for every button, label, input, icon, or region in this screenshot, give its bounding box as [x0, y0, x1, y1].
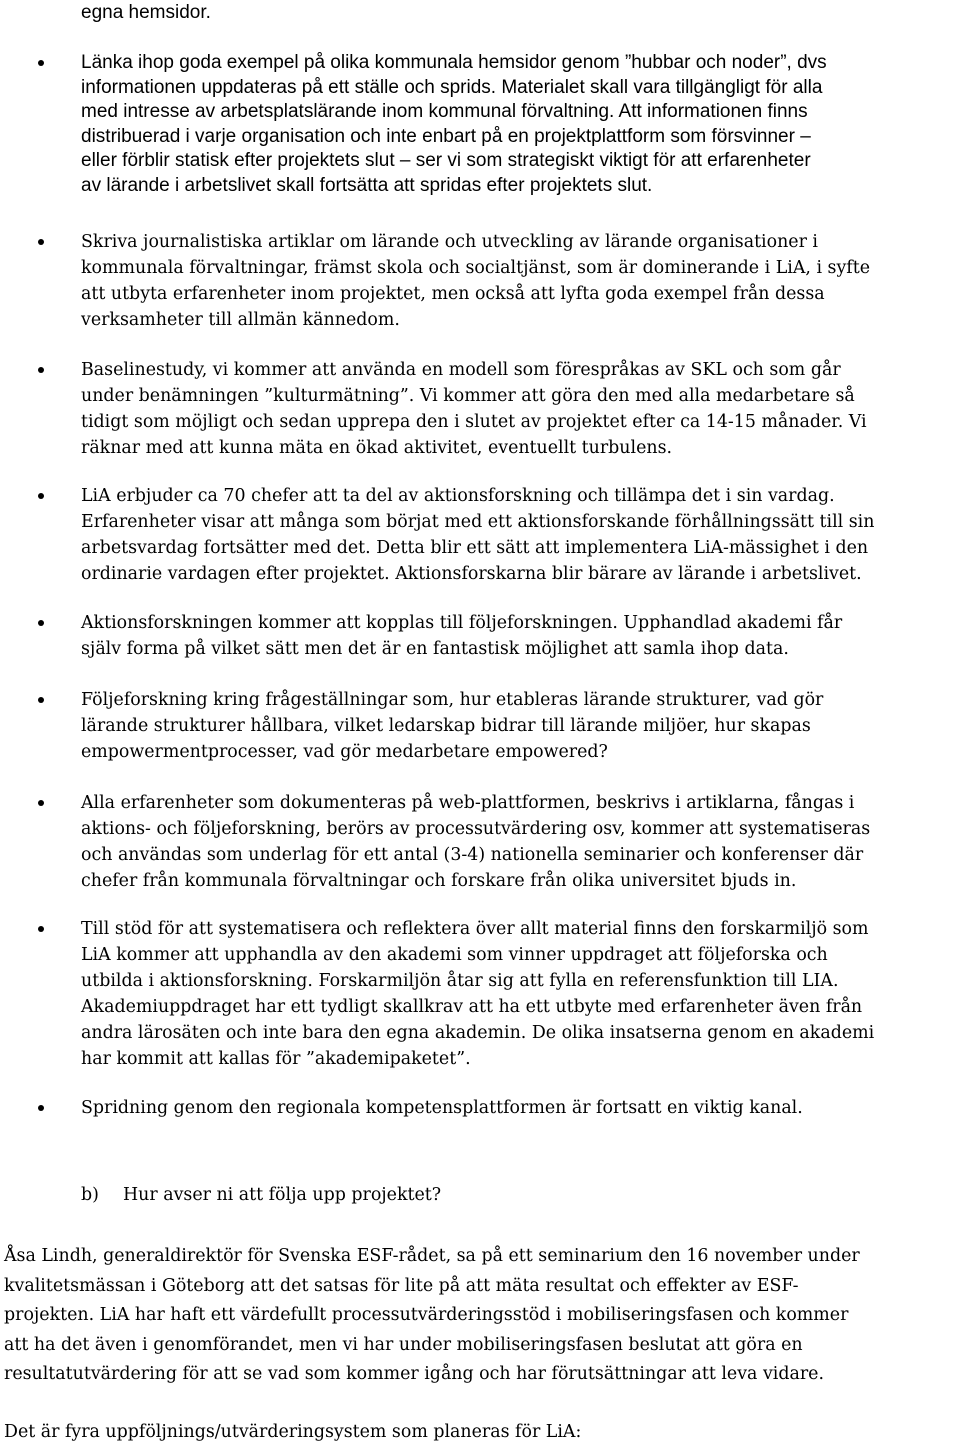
bullet-dot-icon — [38, 493, 44, 499]
text-line: Till stöd för att systematisera och reflektera över allt material finns den forskarmiljö som — [81, 919, 869, 939]
text-line: utbilda i aktionsforskning. Forskarmiljön åtar sig att fylla en referensfunktion till LIA. — [81, 971, 839, 991]
section-subheading — [81, 1182, 441, 1208]
text-line: att utbyta erfarenheter inom projektet, men också att lyfta goda exempel från dessa — [81, 284, 825, 304]
bullet-text — [81, 229, 960, 333]
text-line: kvalitetsmässan i Göteborg att det satsas för lite på att mäta resultat och effekter av ESF- — [4, 1275, 799, 1296]
bullet-text — [81, 1095, 960, 1121]
bullet-dot-icon — [38, 1105, 44, 1111]
bullet-dot-icon — [38, 697, 44, 703]
bullet-text — [81, 610, 960, 662]
text-line: Skriva journalistiska artiklar om lärande och utveckling av lärande organisationer i — [81, 232, 818, 252]
text-line: Aktionsforskningen kommer att kopplas till följeforskningen. Upphandlad akademi får — [81, 613, 843, 633]
text-line: arbetsvardag fortsätter med det. Detta blir ett sätt att implementera LiA-mässighet i den — [81, 538, 869, 558]
text-line: Akademiuppdraget har ett tydligt skallkrav att ha ett utbyte med erfarenheter även från — [81, 997, 863, 1017]
bullet-dot-icon — [38, 60, 44, 66]
text-line: har kommit att kallas för ”akademipaketet”. — [81, 1049, 471, 1069]
bullet-dot-icon — [38, 367, 44, 373]
text-line: resultatutvärdering för att se vad som kommer igång och har förutsättningar att leva vidare. — [4, 1364, 824, 1384]
text-line: Följeforskning kring frågeställningar som, hur etableras lärande strukturer, vad gör — [81, 690, 824, 710]
text-line: projekten. LiA har haft ett värdefullt processutvärderingsstöd i mobiliseringsfasen och kommer — [4, 1305, 849, 1325]
text-line: aktions- och följeforskning, berörs av processutvärdering osv, kommer att systematiseras — [81, 819, 871, 839]
text-line: och användas som underlag för ett antal (3-4) nationella seminarier och konferenser där — [81, 845, 864, 865]
text-line: tidigt som möjligt och sedan upprepa den i slutet av projektet efter ca 14-15 månader. Vi — [81, 412, 867, 432]
text-line: andra lärosäten och inte bara den egna akademin. De olika insatserna genom en akademi — [81, 1023, 875, 1043]
text-line: att ha det även i genomförandet, men vi har under mobiliseringsfasen beslutat att göra en — [4, 1334, 803, 1355]
text-line: själv forma på vilket sätt men det är en fantastisk möjlighet att samla ihop data. — [81, 639, 789, 659]
bullet-text — [81, 483, 960, 587]
text-line: LiA erbjuder ca 70 chefer att ta del av aktionsforskning och tillämpa det i sin vardag. — [81, 486, 835, 506]
bullet-text — [81, 51, 960, 198]
bullet-dot-icon — [38, 239, 44, 245]
text-line: chefer från kommunala förvaltningar och forskare från olika universitet bjuds in. — [81, 871, 797, 891]
text-line: Åsa Lindh, generaldirektör för Svenska ESF-rådet, sa på ett seminarium den 16 november under — [4, 1246, 860, 1266]
bullet-dot-icon — [38, 800, 44, 806]
text-line: Spridning genom den regionala kompetensplattformen är fortsatt en viktig kanal. — [81, 1098, 803, 1118]
text-line: ordinarie vardagen efter projektet. Aktionsforskarna blir bärare av lärande i arbetslivet. — [81, 564, 862, 584]
text-line: Alla erfarenheter som dokumenteras på web-plattformen, beskrivs i artiklarna, fångas i — [81, 793, 855, 813]
text-line: av lärande i arbetslivet skall fortsätta att spridas efter projektets slut. — [81, 174, 653, 196]
text-line: LiA kommer att upphandla av den akademi som vinner uppdraget att följeforska och — [81, 945, 828, 965]
text-line: Baselinestudy, vi kommer att använda en modell som förespråkas av SKL och som går — [81, 360, 841, 380]
bullet-dot-icon — [38, 620, 44, 626]
text-line: distribuerad i varje organisation och inte enbart på en projektplattform som försvinner – — [81, 125, 811, 147]
bullet-text — [81, 687, 960, 765]
text-line: lärande strukturer hållbara, vilket ledarskap bidrar till lärande miljöer, hur skapas — [81, 716, 811, 736]
text-line: räknar med att kunna mäta en ökad aktivitet, eventuellt turbulens. — [81, 438, 673, 458]
intro-tail-text: egna hemsidor. — [81, 2, 211, 23]
bullet-text — [81, 790, 960, 894]
bullet-text — [81, 357, 960, 461]
bullet-dot-icon — [38, 926, 44, 932]
body-paragraph-evaluation — [4, 1242, 960, 1390]
text-line: Erfarenheter visar att många som börjat med ett aktionsforskande förhållningssätt till sin — [81, 512, 875, 532]
text-line: Det är fyra uppföljnings/utvärderingsystem som planeras för LiA: — [4, 1422, 582, 1442]
text-line: informationen uppdateras på ett ställe och sprids. Materialet skall vara tillgängligt för alla — [81, 76, 823, 98]
bullet-text — [81, 916, 960, 1072]
text-line: med intresse av arbetsplatslärande inom kommunal förvaltning. Att informationen finns — [81, 101, 808, 122]
text-line: under benämningen ”kulturmätning”. Vi kommer att göra den med alla medarbetare så — [81, 386, 855, 406]
body-paragraph-systems — [4, 1418, 960, 1448]
text-line: Länka ihop goda exempel på olika kommunala hemsidor genom ”hubbar och noder”, dvs — [81, 52, 827, 73]
text-line: kommunala förvaltningar, främst skola och socialtjänst, som är dominerande i LiA, i syfte — [81, 258, 870, 278]
subheading-text: Hur avser ni att följa upp projektet? — [123, 1185, 442, 1205]
text-line: verksamheter till allmän kännedom. — [81, 310, 400, 330]
subheading-label: b) — [81, 1185, 99, 1205]
text-line: eller förblir statisk efter projektets slut – ser vi som strategiskt viktigt för att erfarenheter — [81, 150, 811, 171]
text-line: empowermentprocesser, vad gör medarbetare empowered? — [81, 742, 608, 762]
